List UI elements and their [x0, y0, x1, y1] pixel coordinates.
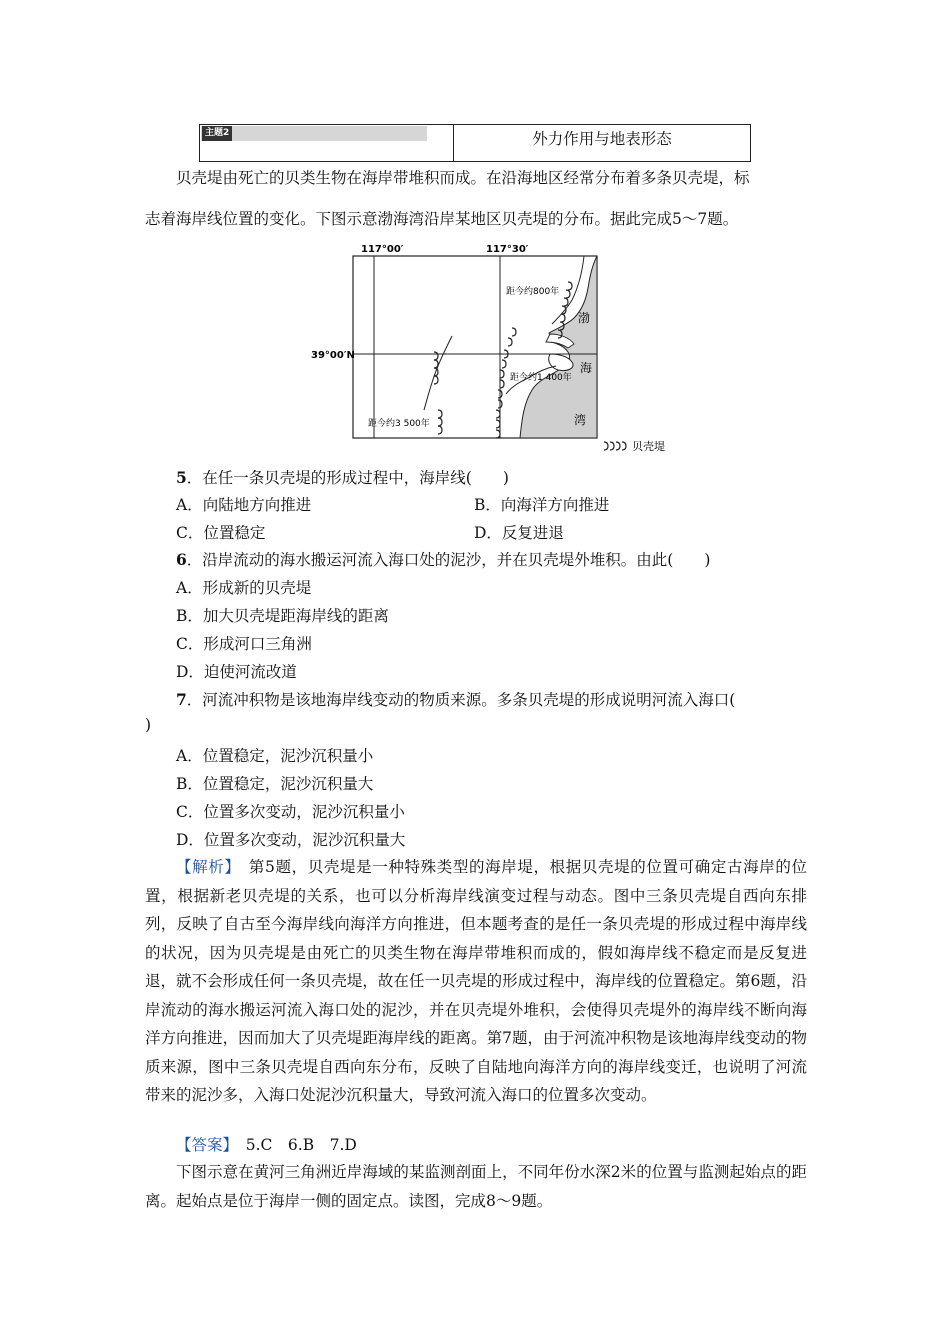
- q7-option-b: B．位置稳定，泥沙沉积量大: [176, 775, 374, 793]
- question-7-stem-cont: ): [145, 716, 152, 734]
- q7-option-d: D．位置多次变动，泥沙沉积量大: [176, 831, 406, 849]
- analysis-label: 【解析】: [176, 858, 233, 876]
- q5-option-b: B．向海洋方向推进: [474, 496, 610, 514]
- next-intro-paragraph: 下图示意在黄河三角洲近岸海域的某监测剖面上，不同年份水深2米的位置与监测起始点的距离。起始点是位于海岸一侧的固定点。读图，完成8～9题。: [145, 1163, 807, 1210]
- intro-line-1: 贝壳堤由死亡的贝类生物在海岸带堆积而成。在沿海地区经常分布着多条贝壳堤，标: [176, 169, 750, 187]
- lon-label-right: 117°30′: [486, 244, 529, 255]
- lat-label: 39°00′N: [311, 350, 355, 361]
- sea-char-2: 海: [580, 361, 593, 375]
- topic-tag-bar: [201, 126, 427, 141]
- question-5-stem: 5．在任一条贝壳堤的形成过程中，海岸线( ): [176, 468, 509, 487]
- question-7-number: 7: [176, 690, 187, 709]
- label-800-years: 距今约800年: [506, 287, 560, 297]
- sea-char-3: 湾: [574, 413, 587, 427]
- topic-label: 主题2: [202, 126, 232, 141]
- q6-option-b: B．加大贝壳堤距海岸线的距离: [176, 607, 389, 625]
- q6-option-d: D．迫使河流改道: [176, 663, 297, 681]
- lon-label-left: 117°00′: [361, 244, 404, 255]
- answer-label: 【答案】: [176, 1136, 231, 1154]
- analysis-paragraph: 【解析】 第5题，贝壳堤是一种特殊类型的海岸堤，根据贝壳堤的位置可确定古海岸的位置，根据新老贝壳堤的关系，也可以分析海岸线演变过程与动态。图中三条贝壳堤自西向东排列，反映了自古至今海岸线向海洋方向推进，但本题考查的是任一条贝壳堤的形成过程中海岸线的状况，因为贝壳堤是由死亡的贝类生物在海岸带堆积而成的，假如海岸线不稳定而是反复进退，就不会形成任何一条贝壳堤，故在任一贝壳堤的形成过程中，海岸线的位置稳定。第6题，沿岸流动的海水搬运河流入海口处的泥沙，并在贝壳堤外堆积，会使得贝壳堤外的海岸线不断向海洋方向推进，因而加大了贝壳堤距海岸线的距离。第7题，由于河流冲积物是该地海岸线变动的物质来源，图中三条贝壳堤自西向东分布，反映了自陆地向海洋方向的海岸线变迁，也说明了河流带来的泥沙多，入海口处泥沙沉积量大，导致河流入海口的位置多次变动。: [145, 858, 807, 1104]
- header-divider: [453, 124, 454, 162]
- question-7-stem: 7．河流冲积物是该地海岸线变动的物质来源。多条贝壳堤的形成说明河流入海口(: [176, 690, 736, 709]
- q5-option-d: D．反复进退: [474, 524, 564, 542]
- question-6-stem: 6．沿岸流动的海水搬运河流入海口处的泥沙，并在贝壳堤外堆积。由此( ): [176, 550, 711, 569]
- question-5-number: 5: [176, 468, 187, 487]
- sea-char-1: 渤: [578, 311, 591, 325]
- q5-option-c: C．位置稳定: [176, 524, 266, 542]
- shell-ridge-map: [306, 238, 686, 458]
- q7-option-c: C．位置多次变动，泥沙沉积量小: [176, 803, 405, 821]
- q6-option-a: A．形成新的贝壳堤: [176, 579, 312, 597]
- legend-shell-symbol: [604, 442, 626, 450]
- q5-option-a: A．向陆地方向推进: [176, 496, 312, 514]
- answer-text: 5.C 6.B 7.D: [230, 1136, 357, 1154]
- legend-label: 贝壳堤: [632, 440, 665, 453]
- label-3500-years: 距今约3 500年: [368, 419, 430, 429]
- question-6-number: 6: [176, 550, 187, 569]
- q7-option-a: A．位置稳定，泥沙沉积量小: [176, 747, 374, 765]
- intro-line-2: 志着海岸线位置的变化。下图示意渤海湾沿岸某地区贝壳堤的分布。据此完成5～7题。: [145, 210, 739, 228]
- label-1400-years: 距今约1 400年: [510, 373, 572, 383]
- topic-title: 外力作用与地表形态: [532, 130, 672, 148]
- answer-line: [176, 1134, 357, 1156]
- q6-option-c: C．形成河口三角洲: [176, 635, 312, 653]
